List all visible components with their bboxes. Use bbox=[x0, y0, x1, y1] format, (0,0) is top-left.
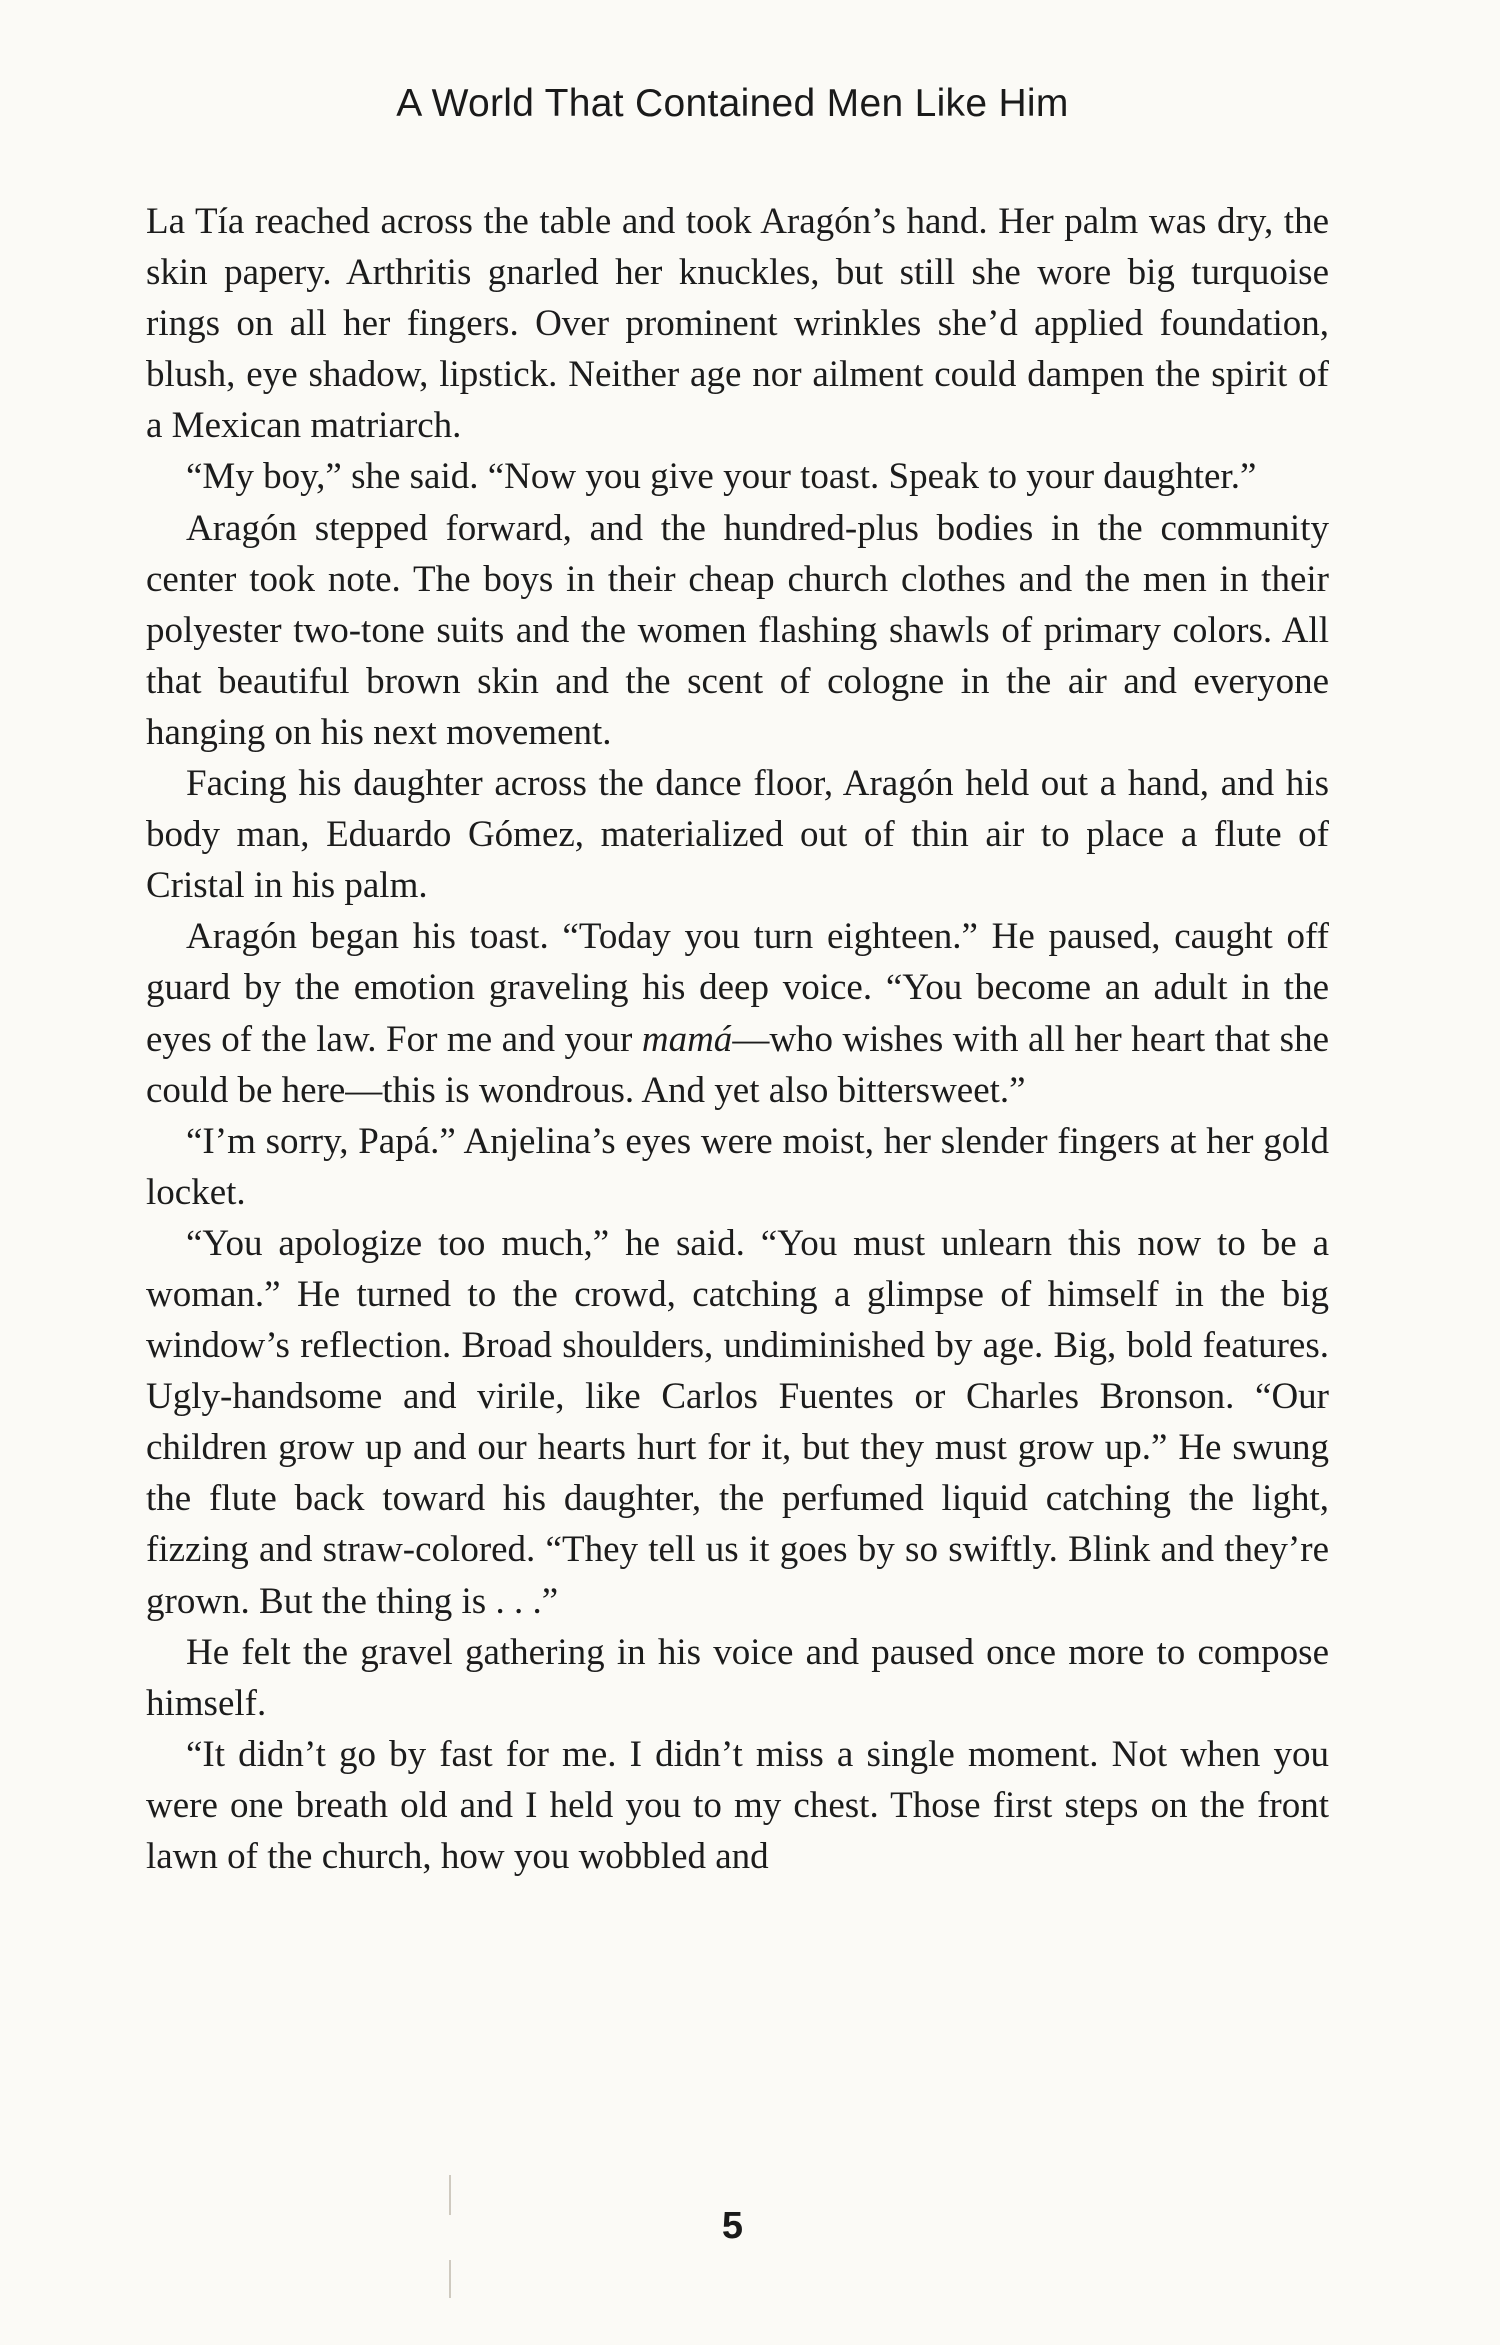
paragraph: Aragón stepped forward, and the hundred-plus bodies in the community center took note. The boys in their cheap church clothes and the men in their polyester two-tone suits and the women flashing shawls of primary colors. All that beautiful brown skin and the scent of cologne in the air and everyone hanging on his next movement. bbox=[146, 507, 1329, 753]
paragraph: Facing his daughter across the dance floor, Aragón held out a hand, and his body man, Eduardo Gómez, materialized out of thin air to place a flute of Cristal in his palm. bbox=[146, 763, 1329, 907]
paragraph-text: Aragón began his toast. “Today you turn eighteen.” He paused, caught off guard by the emotion graveling his deep voice. “You become an adult in the eyes of the law. For me and your bbox=[146, 916, 1329, 1060]
italic-word: mamá bbox=[641, 1018, 733, 1060]
paragraph: “You apologize too much,” he said. “You must unlearn this now to be a woman.” He turned to the crowd, catching a glimpse of himself in the big window’s reflection. Broad shoulders, undiminished by age. Big, bold features. Ugly-handsome and virile, like Carlos Fuentes or Charles Bronson. “Our children grow up and our hearts hurt for it, but they must grow up.” He swung the flute back toward his daughter, the perfumed liquid catching the light, fizzing and straw-colored. “They tell us it goes by so swiftly. Blink and they’re grown. But the thing is . . .” bbox=[146, 1222, 1329, 1622]
paragraph: “It didn’t go by fast for me. I didn’t miss a single moment. Not when you were one breath old and I held you to my chest. Those first steps on the front lawn of the church, how you wobbled and bbox=[146, 1733, 1329, 1877]
page-number: 5 bbox=[721, 2205, 744, 2247]
paragraph: La Tía reached across the table and took Aragón’s hand. Her palm was dry, the skin papery. Arthritis gnarled her knuckles, but still she wore big turquoise rings on all her fingers. Over prominent wrinkles she’d applied foundation, blush, eye shadow, lipstick. Neither age nor ailment could dampen the spirit of a Mexican matriarch. bbox=[146, 201, 1329, 447]
paragraph: “My boy,” she said. “Now you give your toast. Speak to your daughter.” bbox=[186, 456, 1257, 498]
scan-mark bbox=[449, 2260, 451, 2298]
paragraph: He felt the gravel gathering in his voice and paused once more to compose himself. bbox=[146, 1631, 1329, 1724]
paragraph bbox=[146, 911, 1329, 1115]
running-head-title: A World That Contained Men Like Him bbox=[396, 82, 1069, 125]
paragraph-text: —who wishes with all her heart that she could be here—this is wondrous. And yet also bittersweet.” bbox=[146, 1018, 1329, 1111]
paragraph: “I’m sorry, Papá.” Anjelina’s eyes were moist, her slender fingers at her gold locket. bbox=[146, 1120, 1329, 1213]
body-text bbox=[146, 196, 1329, 1882]
